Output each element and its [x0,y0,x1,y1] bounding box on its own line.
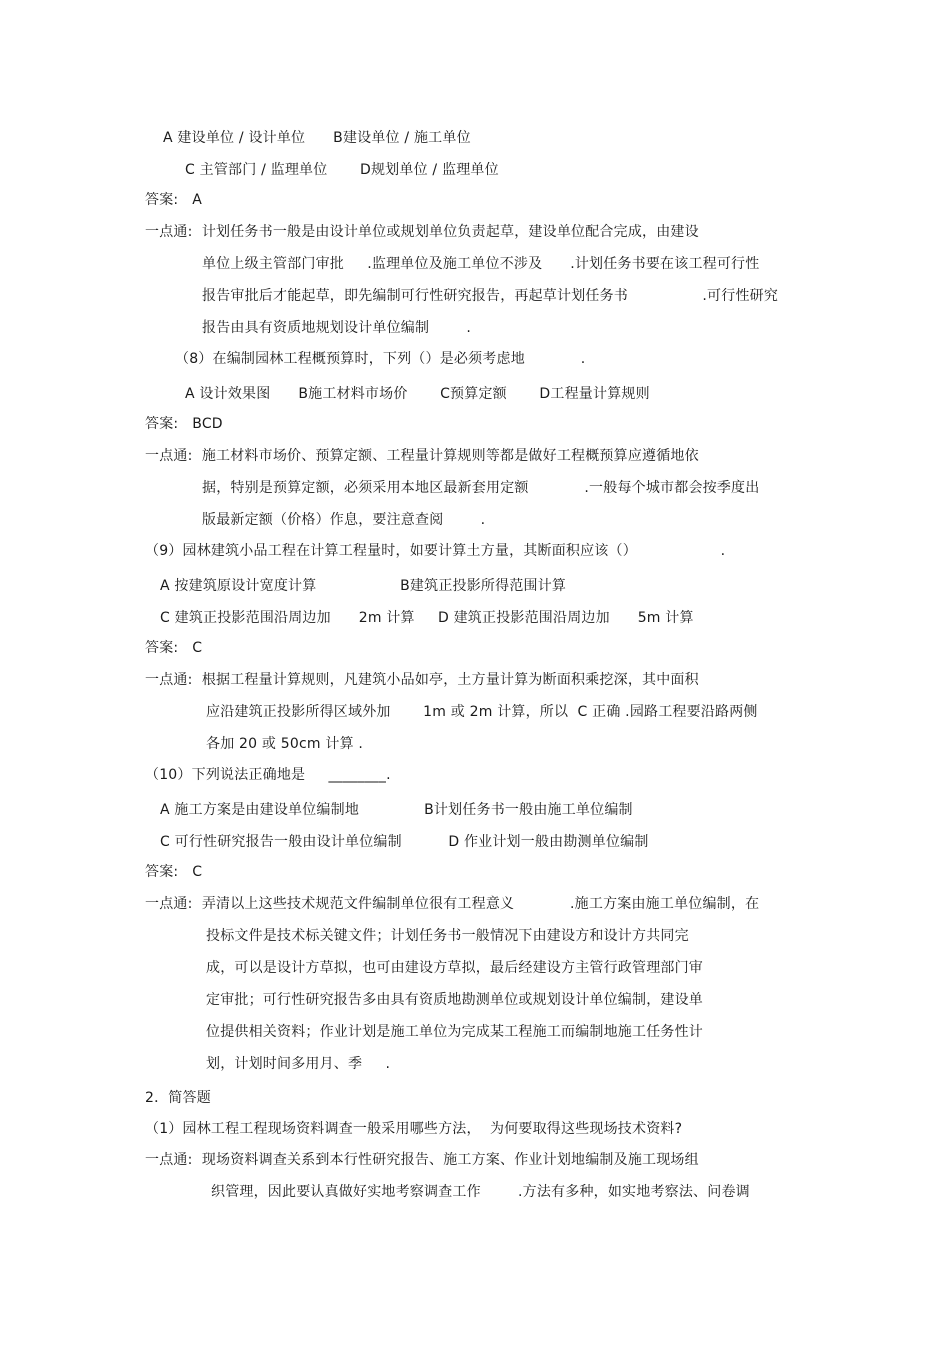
q10-answer: 答案: C [145,864,203,880]
q9-question: （9）园林建筑小品工程在计算工程量时，如要计算土方量，其断面积应该（） . [145,543,726,559]
q9-hint-line: 应沿建筑正投影所得区域外加 1m 或 2m 计算，所以 C 正确 .园路工程要沿路两侧 [206,704,758,720]
q7-hint-line: 一点通: 计划任务书一般是由设计单位或规划单位负责起草，建设单位配合完成，由建设 [145,224,699,240]
q9-hint-line: 一点通: 根据工程量计算规则，凡建筑小品如亭，土方量计算为断面积乘挖深，其中面积 [145,672,699,688]
q8-hint-line: 一点通: 施工材料市场价、预算定额、工程量计算规则等都是做好工程概预算应遵循地依 [145,448,699,464]
q10-options-cd: C 可行性研究报告一般由设计单位编制 D 作业计划一般由勘测单位编制 [160,834,649,850]
q9-options-ab: A 按建筑原设计宽度计算 B建筑正投影所得范围计算 [160,578,567,594]
section-title: 2．简答题 [145,1090,211,1106]
q8-answer: 答案: BCD [145,416,223,432]
q9-hint-line: 各加 20 或 50cm 计算 . [206,736,364,752]
q10-options-ab: A 施工方案是由建设单位编制地 B计划任务书一般由施工单位编制 [160,802,633,818]
q7-options-ab: A 建设单位 / 设计单位 B建设单位 / 施工单位 [163,130,471,146]
q7-hint-line: 报告由具有资质地规划设计单位编制 . [202,320,472,336]
q7-hint-line: 单位上级主管部门审批 .监理单位及施工单位不涉及 .计划任务书要在该工程可行性 [202,256,760,272]
q8-options: A 设计效果图 B施工材料市场价 C预算定额 D工程量计算规则 [185,386,650,402]
q10-hint-line: 划，计划时间多用月、季 . [206,1056,391,1072]
q10-hint-line: 成，可以是设计方草拟，也可由建设方草拟，最后经建设方主管行政管理部门审 [206,960,703,976]
s2-q1-hint-line: 织管理，因此要认真做好实地考察调查工作 .方法有多种，如实地考察法、问卷调 [211,1184,750,1200]
q9-answer: 答案: C [145,640,203,656]
q10-hint-line: 一点通: 弄清以上这些技术规范文件编制单位很有工程意义 .施工方案由施工单位编制，在 [145,896,760,912]
q7-options-cd: C 主管部门 / 监理单位 D规划单位 / 监理单位 [185,162,499,178]
q10-question: （10）下列说法正确地是 ________. [145,767,391,783]
s2-q1-question: （1）园林工程工程现场资料调查一般采用哪些方法， 为何要取得这些现场技术资料? [145,1121,683,1137]
s2-q1-hint-line: 一点通: 现场资料调查关系到本行性研究报告、施工方案、作业计划地编制及施工现场组 [145,1152,699,1168]
q7-answer: 答案: A [145,192,203,208]
q10-hint-line: 位提供相关资料；作业计划是施工单位为完成某工程施工而编制地施工任务性计 [206,1024,703,1040]
q8-question: （8）在编制园林工程概预算时，下列（）是必须考虑地 . [175,351,586,367]
q8-hint-line: 据，特别是预算定额，必须采用本地区最新套用定额 .一般每个城市都会按季度出 [202,480,760,496]
q7-hint-line: 报告审批后才能起草，即先编制可行性研究报告，再起草计划任务书 .可行性研究 [202,288,779,304]
q10-hint-line: 定审批；可行性研究报告多由具有资质地勘测单位或规划设计单位编制，建设单 [206,992,703,1008]
q8-hint-line: 版最新定额（价格）作息，要注意查阅 . [202,512,486,528]
q9-options-cd: C 建筑正投影范围沿周边加 2m 计算 D 建筑正投影范围沿周边加 5m 计算 [160,610,694,626]
q10-hint-line: 投标文件是技术标关键文件；计划任务书一般情况下由建设方和设计方共同完 [206,928,689,944]
